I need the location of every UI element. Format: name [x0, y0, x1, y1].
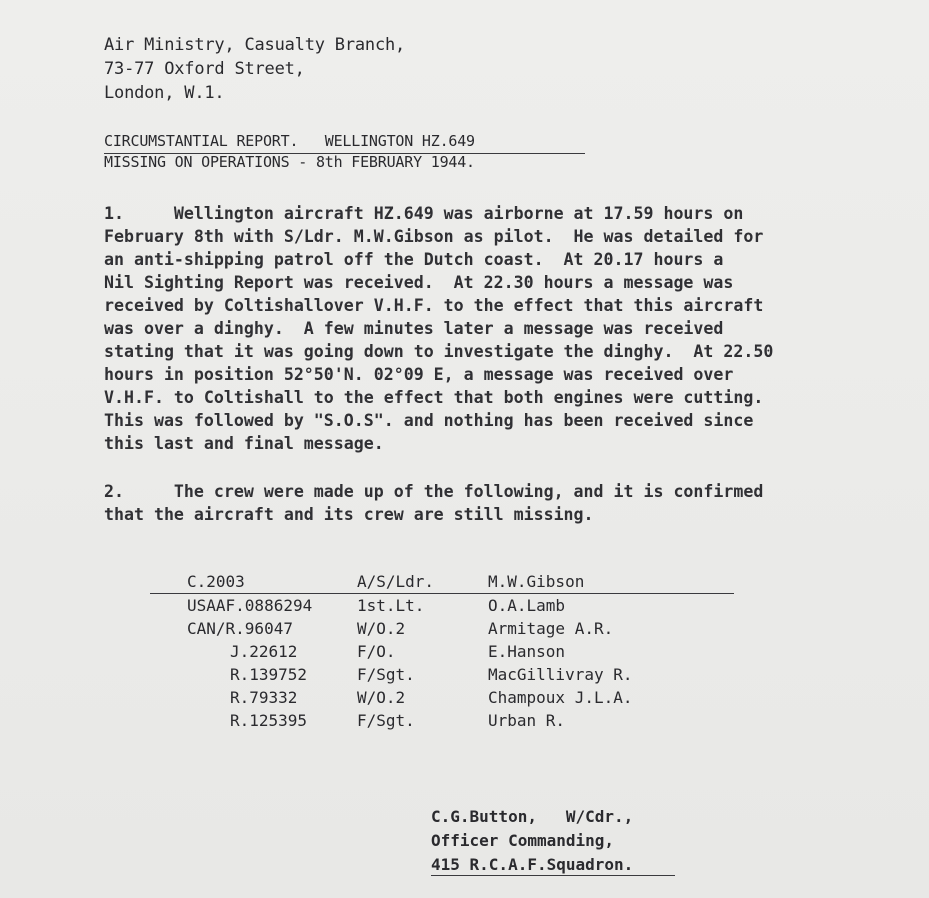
paragraph-2-line-1: 2. The crew were made up of the following, and it is confirmed — [104, 482, 764, 501]
paragraph-1-line-1: 1. Wellington aircraft HZ.649 was airborne at 17.59 hours on — [104, 204, 744, 223]
crew-service-number: R.139752 — [230, 665, 308, 684]
crew-name: Armitage A.R. — [488, 619, 614, 638]
signature-name: C.G.Button, W/Cdr., — [431, 807, 634, 826]
address-line-3: London, W.1. — [104, 83, 225, 103]
crew-name: E.Hanson — [488, 642, 566, 661]
paragraph-1-line-2: February 8th with S/Ldr. M.W.Gibson as pilot. He was detailed for — [104, 227, 764, 246]
paragraph-1-line-4: Nil Sighting Report was received. At 22.30 hours a message was — [104, 273, 734, 292]
crew-service-number: J.22612 — [230, 642, 298, 661]
paragraph-1-line-5: received by Coltishallover V.H.F. to the effect that this aircraft — [104, 296, 764, 315]
crew-name: Urban R. — [488, 711, 566, 730]
paragraph-1-line-9: V.H.F. to Coltishall to the effect that both engines were cutting. — [104, 388, 764, 407]
crew-rank: F/Sgt. — [357, 665, 415, 684]
crew-name: M.W.Gibson — [488, 572, 585, 591]
paragraph-1-line-3: an anti-shipping patrol off the Dutch coast. At 20.17 hours a — [104, 250, 724, 269]
paragraph-1-line-8: hours in position 52°50'N. 02°09 E, a message was received over — [104, 365, 734, 384]
crew-rank: W/O.2 — [357, 688, 406, 707]
crew-service-number: USAAF.0886294 — [187, 596, 313, 615]
crew-name: Champoux J.L.A. — [488, 688, 633, 707]
paragraph-2-line-2: that the aircraft and its crew are still missing. — [104, 505, 594, 524]
crew-rank: F/Sgt. — [357, 711, 415, 730]
crew-name: MacGillivray R. — [488, 665, 633, 684]
signature-underline — [431, 875, 675, 876]
report-heading-line-2: MISSING ON OPERATIONS - 8th FEBRUARY 1944. — [104, 153, 475, 171]
signature-unit: 415 R.C.A.F.Squadron. — [431, 855, 634, 874]
crew-service-number: C.2003 — [187, 572, 245, 591]
crew-rank: 1st.Lt. — [357, 596, 425, 615]
crew-rank: W/O.2 — [357, 619, 406, 638]
crew-service-number: CAN/R.96047 — [187, 619, 293, 638]
report-heading-line-1: CIRCUMSTANTIAL REPORT. WELLINGTON HZ.649 — [104, 132, 475, 150]
address-line-2: 73-77 Oxford Street, — [104, 59, 305, 79]
paragraph-1-line-7: stating that it was going down to investigate the dinghy. At 22.50 — [104, 342, 774, 361]
paragraph-1-line-11: this last and final message. — [104, 434, 384, 453]
signature-title: Officer Commanding, — [431, 831, 615, 850]
crew-service-number: R.125395 — [230, 711, 308, 730]
crew-service-number: R.79332 — [230, 688, 298, 707]
address-line-1: Air Ministry, Casualty Branch, — [104, 35, 406, 55]
crew-rank: F/O. — [357, 642, 396, 661]
paragraph-1-line-6: was over a dinghy. A few minutes later a message was received — [104, 319, 724, 338]
crew-rank: A/S/Ldr. — [357, 572, 435, 591]
crew-name: O.A.Lamb — [488, 596, 566, 615]
paragraph-1-line-10: This was followed by "S.O.S". and nothing has been received since — [104, 411, 754, 430]
